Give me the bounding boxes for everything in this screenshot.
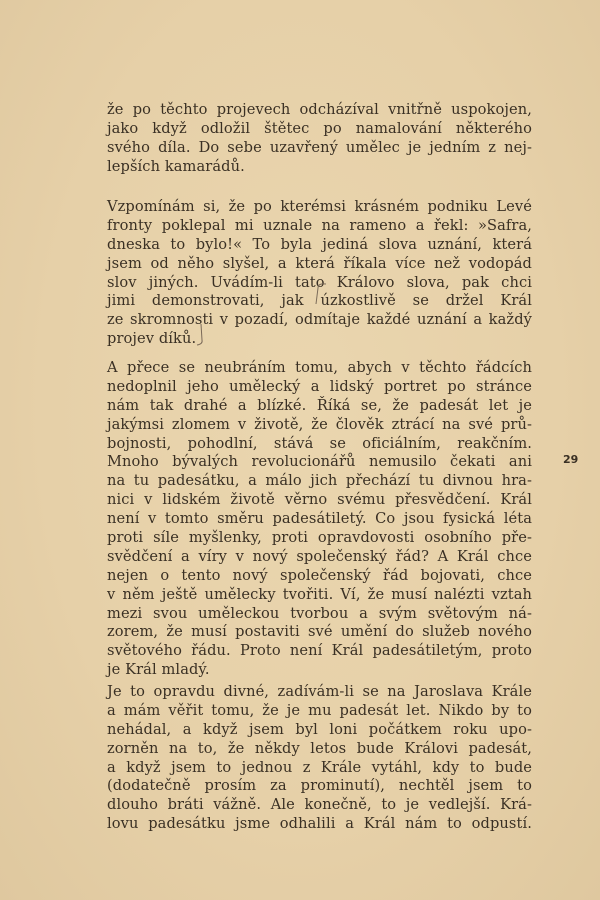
text-line: slov jiných. Uvádím-li tato Královo slova, pak chci	[107, 273, 532, 291]
text-line: fronty poklepal mi uznale na rameno a řekl: »Safra,	[107, 216, 532, 234]
text-line: je Král mladý.	[107, 661, 210, 679]
text-line: v něm ještě umělecky tvořiti. Ví, že musí nalézti vztah	[107, 585, 532, 603]
text-line: nehádal, a když jsem byl loni počátkem roku upo-	[107, 720, 532, 738]
text-line: a mám věřit tomu, že je mu padesát let. Nikdo by to	[107, 701, 532, 719]
text-line: lepších kamarádů.	[107, 157, 245, 175]
text-line: a když jsem to jednou z Krále vytáhl, kdy to bude	[107, 758, 532, 776]
text-line: (dodatečně prosím za prominutí), nechtěl jsem to	[107, 777, 532, 795]
text-line: A přece se neubráním tomu, abych v těchto řádcích	[107, 359, 532, 376]
page-number: 29	[563, 453, 579, 466]
text-line: nedoplnil jeho umělecký a lidský portret po stránce	[107, 377, 532, 395]
text-line: nici v lidském životě věrno svému přesvědčení. Král	[107, 491, 532, 509]
text-line: nám tak drahé a blízké. Říká se, že padesát let je	[107, 396, 532, 414]
text-line: nejen o tento nový společenský řád bojovati, chce	[107, 566, 532, 584]
text-line: lovu padesátku jsme odhalili a Král nám to odpustí.	[107, 815, 532, 833]
text-line: Vzpomínám si, že po kterémsi krásném podniku Levé	[107, 198, 532, 215]
text-line: dneska to bylo!« To byla jediná slova uznání, která	[107, 235, 532, 253]
text-line: jimi demonstrovati, jak úzkostlivě se držel Král	[107, 292, 532, 310]
text-line: ze skromnosti v pozadí, odmítaje každé uznání a každý	[107, 311, 532, 329]
text-line: proti síle myšlenky, proti opravdovosti osobního pře-	[107, 529, 532, 547]
text-line: na tu padesátku, a málo jich přechází tu divnou hra-	[107, 472, 532, 490]
text-line: projev díků.	[107, 330, 197, 348]
text-line: zorněn na to, že někdy letos bude Královi padesát,	[107, 739, 532, 757]
text-line: svého díla. Do sebe uzavřený umělec je jedním z nej-	[107, 138, 532, 156]
text-line: dlouho bráti vážně. Ale konečně, to je vedlejší. Krá-	[107, 796, 532, 814]
paragraph-1	[107, 101, 532, 177]
text-line: mezi svou uměleckou tvorbou a svým světovým ná-	[107, 604, 532, 622]
text-line: zorem, že musí postaviti své umění do služeb nového	[107, 623, 532, 641]
paragraph-2	[107, 198, 532, 349]
text-line: Mnoho bývalých revolucionářů nemusilo čekati ani	[107, 453, 532, 471]
text-line: bojnosti, pohodlní, stává se oficiálním, reakčním.	[107, 434, 532, 452]
paragraph-4	[107, 683, 532, 834]
text-line: světového řádu. Proto není Král padesátiletým, proto	[107, 642, 532, 660]
text-line: jsem od něho slyšel, a která říkala více než vodopád	[107, 254, 532, 272]
text-line: svědčení a víry v nový společenský řád? A Král chce	[107, 547, 532, 565]
text-line: Je to opravdu divné, zadívám-li se na Jaroslava Krále	[107, 683, 532, 700]
text-line: jako když odložil štětec po namalování některého	[107, 119, 532, 137]
text-line: jakýmsi zlomem v životě, že člověk ztrácí na své prů-	[107, 415, 532, 433]
paragraph-3	[107, 359, 532, 680]
text-line: že po těchto projevech odcházíval vnitřně uspokojen,	[107, 101, 532, 118]
text-line: není v tomto směru padesátiletý. Co jsou fysická léta	[107, 510, 532, 528]
